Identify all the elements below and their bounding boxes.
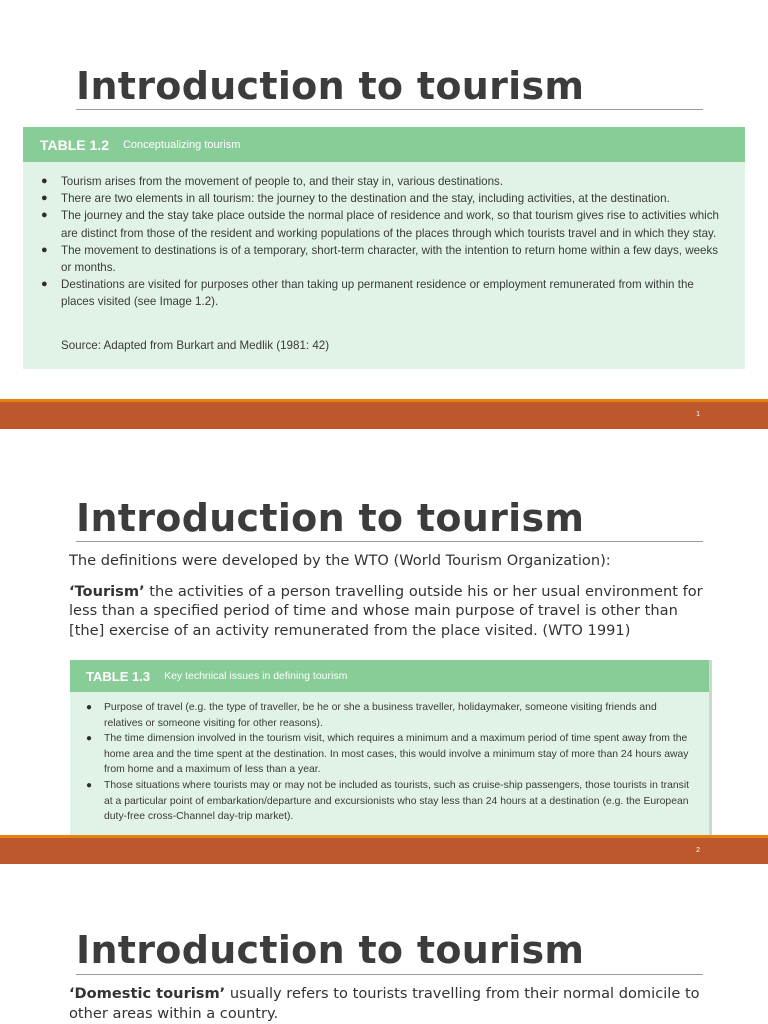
table-number: TABLE 1.2	[40, 136, 109, 153]
list-item: ● Destinations are visited for purposes other than taking up permanent residence or employment remunerated from within the places visited (see Image 1.2).	[41, 278, 694, 309]
table-caption: Key technical issues in defining tourism	[164, 670, 348, 682]
definition-paragraph	[69, 984, 709, 1023]
table-header	[70, 660, 709, 692]
slide-title: Introduction to tourism	[76, 496, 585, 540]
table-1-3-figure	[70, 660, 712, 838]
page-number: 1	[696, 411, 700, 418]
table-bullet-list	[23, 162, 745, 311]
table-1-2-figure	[23, 127, 745, 369]
title-divider	[76, 974, 703, 975]
slide-2	[0, 432, 768, 864]
list-item: ● The time dimension involved in the tourism visit, which requires a minimum and a maximum period of time spent away from the home area and the time spent at the destination. In most cases, this would involve a minimum stay of more than 24 hours away from home and a maximum of less than a year.	[86, 733, 689, 776]
list-item: ● The journey and the stay take place outside the normal place of residence and work, so that tourism gives rise to activities which are distinct from those of the resident and working populations of the places through which tourists travel and in which they stay.	[41, 209, 719, 240]
list-item: ● Purpose of travel (e.g. the type of traveller, be he or she a business traveller, holidaymaker, someone visiting friends and relatives or someone visiting for other reasons).	[86, 702, 657, 729]
footer-bar	[0, 399, 768, 429]
footer-bar	[0, 835, 768, 864]
list-item: ● There are two elements in all tourism: the journey to the destination and the stay, including activities, at the destination.	[61, 190, 725, 207]
slide-title: Introduction to tourism	[76, 928, 585, 972]
bullet-icon: ●	[41, 243, 48, 256]
slide-3	[0, 864, 768, 1024]
title-divider	[76, 541, 703, 542]
definition-text: usually refers to tourists travelling from their normal domicile to other areas within a country.	[69, 985, 700, 1022]
definition-term: ‘Tourism’	[69, 583, 145, 600]
definition-paragraph	[69, 582, 709, 640]
table-bullet-list	[70, 692, 709, 825]
page-number: 2	[696, 847, 700, 854]
slide-title: Introduction to tourism	[76, 64, 585, 108]
table-caption: Conceptualizing tourism	[122, 138, 241, 151]
slide-1	[0, 0, 768, 432]
bullet-icon: ●	[41, 278, 48, 291]
title-divider	[76, 109, 703, 110]
bullet-icon: ●	[86, 779, 93, 791]
table-number: TABLE 1.3	[86, 668, 151, 684]
intro-text: The definitions were developed by the WTO (World Tourism Organization):	[69, 552, 611, 569]
list-item: ● The movement to destinations is of a temporary, short-term character, with the intention to return home within a few days, weeks or months.	[41, 243, 719, 275]
bullet-icon: ●	[41, 192, 48, 205]
table-source: Source: Adapted from Burkart and Medlik (1981: 42)	[61, 339, 330, 352]
bullet-icon: ●	[86, 702, 93, 713]
definition-text: the activities of a person travelling outside his or her usual environment for less than a specified period of time and whose main purpose of travel is other than [the] exercise of an activity remunerated from the place visited. (WTO 1991)	[69, 583, 703, 639]
bullet-icon: ●	[86, 733, 93, 745]
table-header	[23, 127, 745, 162]
bullet-icon: ●	[41, 209, 48, 222]
list-item: ● Tourism arises from the movement of people to, and their stay in, various destinations.	[61, 173, 725, 190]
bullet-icon: ●	[41, 175, 48, 187]
list-item: ● Those situations where tourists may or may not be included as tourists, such as cruise-ship passengers, those tourists in transit at a particular point of embarkation/departure and excursionists who stay less than 24 hours at a destination (e.g. the European duty-free cross-Channel day-trip market).	[86, 779, 690, 823]
definition-term: ‘Domestic tourism’	[69, 985, 226, 1002]
